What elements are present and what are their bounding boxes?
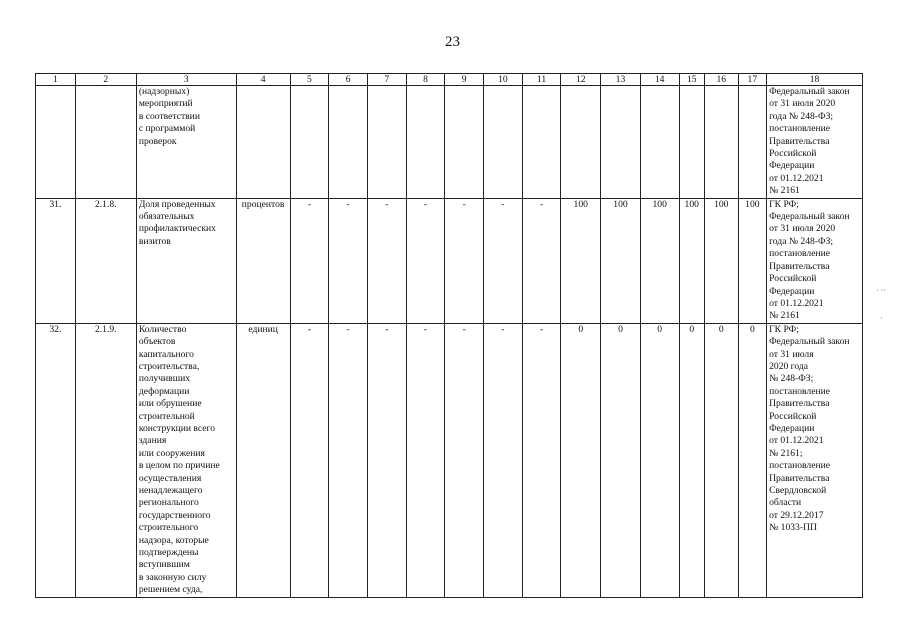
- value-cell: [406, 86, 445, 199]
- value-cell: 0: [601, 323, 641, 597]
- unit-cell: процентов: [236, 198, 290, 323]
- unit-cell: единиц: [236, 323, 290, 597]
- table-row: [36, 198, 863, 323]
- value-cell: 100: [679, 198, 704, 323]
- column-number-row: [36, 74, 863, 86]
- value-cell: [484, 86, 523, 199]
- value-cell: [601, 86, 641, 199]
- value-cell: 0: [679, 323, 704, 597]
- value-cell: -: [367, 323, 406, 597]
- column-number-5: 5: [290, 74, 329, 86]
- value-cell: [561, 86, 601, 199]
- page-number: 23: [445, 34, 460, 50]
- indicator-code-cell: 2.1.8.: [75, 198, 136, 323]
- value-cell: 0: [640, 323, 679, 597]
- scan-speck: · ··: [876, 286, 886, 295]
- indicator-code-cell: 2.1.9.: [75, 323, 136, 597]
- indicators-table: [35, 73, 863, 598]
- value-cell: 0: [738, 323, 767, 597]
- indicator-name-cell: Количество объектов капитального строительства, получивших деформации или обрушение строительной конструкции всего здания или сооружения в целом по причине осуществления ненадлежащего регионального государственного строительного надзора, которые подтверждены вступившим в законную силу решением суда,: [136, 323, 236, 597]
- legal-basis-cell: Федеральный закон от 31 июля 2020 года № 248-ФЗ; постановление Правительства Российской Федерации от 01.12.2021 № 2161: [767, 86, 863, 199]
- value-cell: [329, 86, 368, 199]
- value-cell: -: [445, 323, 484, 597]
- value-cell: 100: [704, 198, 738, 323]
- column-number-18: 18: [767, 74, 863, 86]
- legal-basis-cell: ГК РФ; Федеральный закон от 31 июля 2020 года № 248-ФЗ; постановление Правительства Российской Федерации от 01.12.2021 № 2161; постановление Правительства Свердловской области от 29.12.2017 № 1033-ПП: [767, 323, 863, 597]
- value-cell: -: [406, 323, 445, 597]
- row-number-cell: 32.: [36, 323, 76, 597]
- column-number-15: 15: [679, 74, 704, 86]
- value-cell: [290, 86, 329, 199]
- value-cell: 100: [640, 198, 679, 323]
- column-number-7: 7: [367, 74, 406, 86]
- table-row: [36, 86, 863, 199]
- scan-speck: ·: [880, 314, 883, 323]
- value-cell: -: [484, 198, 523, 323]
- value-cell: -: [329, 198, 368, 323]
- row-number-cell: [36, 86, 76, 199]
- column-number-11: 11: [522, 74, 561, 86]
- column-number-9: 9: [445, 74, 484, 86]
- unit-cell: [236, 86, 290, 199]
- column-number-1: 1: [36, 74, 76, 86]
- value-cell: -: [522, 198, 561, 323]
- column-number-8: 8: [406, 74, 445, 86]
- indicator-code-cell: [75, 86, 136, 199]
- value-cell: -: [445, 198, 484, 323]
- row-number-cell: 31.: [36, 198, 76, 323]
- value-cell: [522, 86, 561, 199]
- value-cell: [679, 86, 704, 199]
- value-cell: 100: [561, 198, 601, 323]
- indicator-name-cell: (надзорных) мероприятий в соответствии с программой проверок: [136, 86, 236, 199]
- value-cell: -: [484, 323, 523, 597]
- value-cell: [367, 86, 406, 199]
- value-cell: [445, 86, 484, 199]
- indicator-name-cell: Доля проведенных обязательных профилактических визитов: [136, 198, 236, 323]
- value-cell: -: [522, 323, 561, 597]
- column-number-4: 4: [236, 74, 290, 86]
- column-number-3: 3: [136, 74, 236, 86]
- value-cell: [738, 86, 767, 199]
- table-row: [36, 323, 863, 597]
- value-cell: -: [367, 198, 406, 323]
- value-cell: [640, 86, 679, 199]
- value-cell: -: [290, 198, 329, 323]
- column-number-10: 10: [484, 74, 523, 86]
- column-number-12: 12: [561, 74, 601, 86]
- value-cell: 0: [704, 323, 738, 597]
- value-cell: -: [329, 323, 368, 597]
- value-cell: 0: [561, 323, 601, 597]
- legal-basis-cell: ГК РФ; Федеральный закон от 31 июля 2020 года № 248-ФЗ; постановление Правительства Российской Федерации от 01.12.2021 № 2161: [767, 198, 863, 323]
- column-number-13: 13: [601, 74, 641, 86]
- column-number-16: 16: [704, 74, 738, 86]
- column-number-17: 17: [738, 74, 767, 86]
- value-cell: -: [406, 198, 445, 323]
- column-number-14: 14: [640, 74, 679, 86]
- value-cell: -: [290, 323, 329, 597]
- column-number-2: 2: [75, 74, 136, 86]
- value-cell: 100: [738, 198, 767, 323]
- value-cell: 100: [601, 198, 641, 323]
- value-cell: [704, 86, 738, 199]
- column-number-6: 6: [329, 74, 368, 86]
